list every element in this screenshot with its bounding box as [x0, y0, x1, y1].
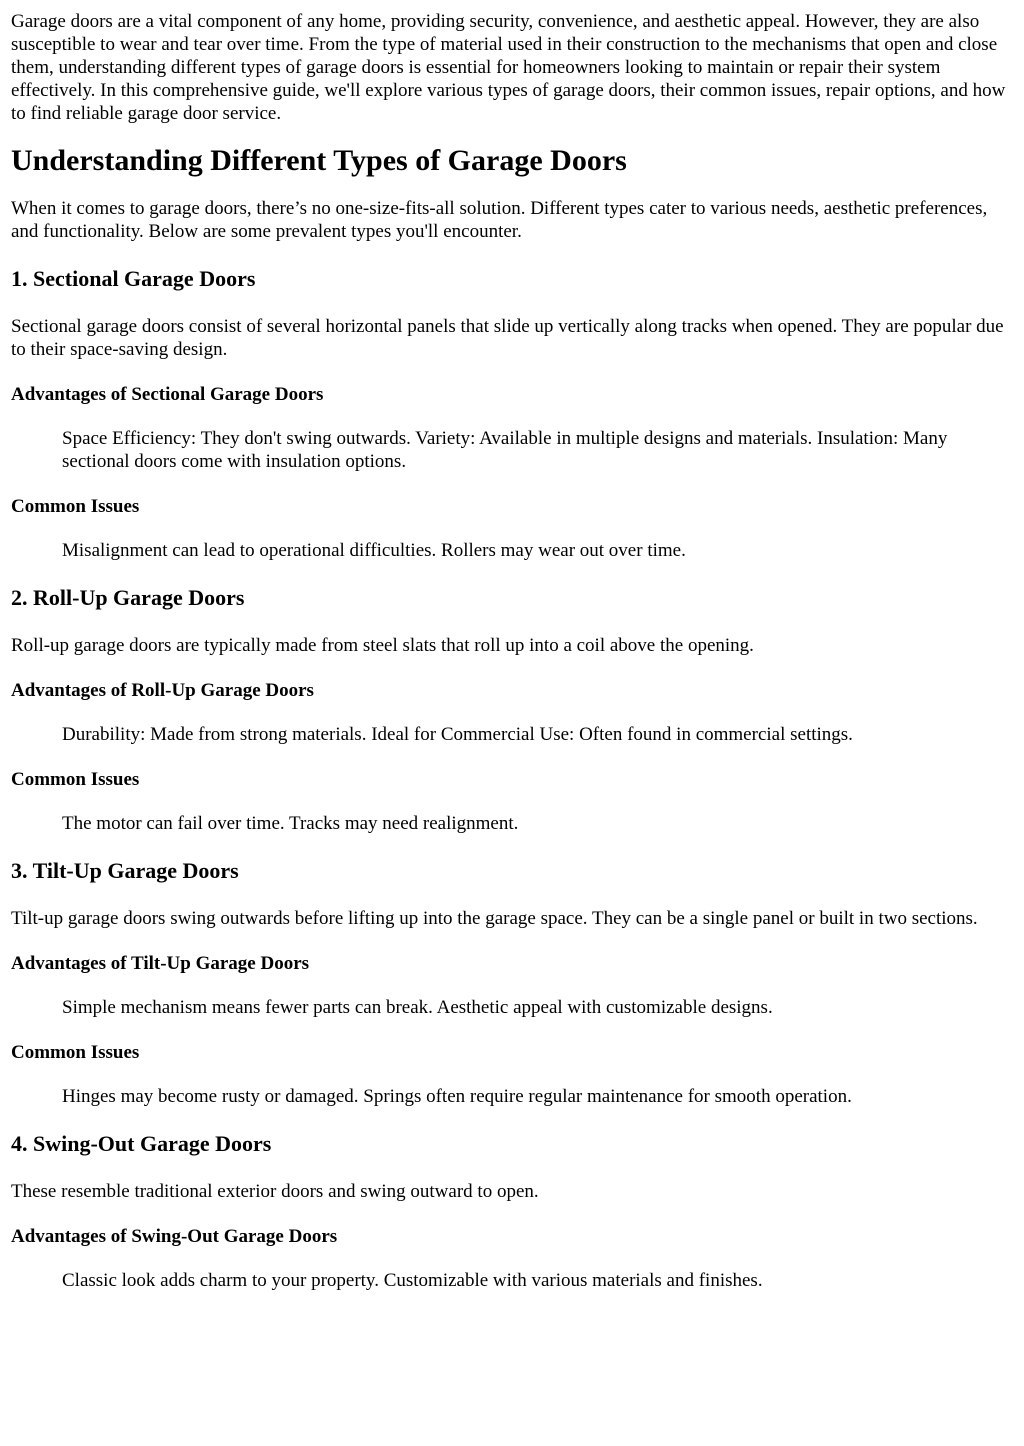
advantages-list: Durability: Made from strong materials. Ideal for Commercial Use: Often found in commercial settings.: [62, 724, 853, 745]
issues-heading: Common Issues: [11, 1042, 140, 1063]
section-roll-up: [11, 562, 1016, 835]
advantages-heading: Advantages of Tilt-Up Garage Doors: [11, 953, 310, 974]
issues-heading: Common Issues: [11, 769, 140, 790]
issues-list: Hinges may become rusty or damaged. Springs often require regular maintenance for smooth operation.: [62, 1086, 852, 1107]
advantages-heading: Advantages of Roll-Up Garage Doors: [11, 680, 314, 701]
section-description: Roll-up garage doors are typically made from steel slats that roll up into a coil above the opening.: [11, 635, 754, 656]
section-description: These resemble traditional exterior doors and swing outward to open.: [11, 1181, 539, 1202]
advantages-list: Simple mechanism means fewer parts can break. Aesthetic appeal with customizable designs.: [62, 997, 773, 1018]
section-heading: 3. Tilt-Up Garage Doors: [11, 858, 239, 883]
issues-list: Misalignment can lead to operational difficulties. Rollers may wear out over time.: [62, 540, 686, 561]
main-heading: Understanding Different Types of Garage Doors: [11, 144, 627, 177]
section-description: Tilt-up garage doors swing outwards before lifting up into the garage space. They can be a single panel or built in two sections.: [11, 908, 978, 929]
section-tilt-up: [11, 835, 1016, 1108]
main-paragraph: When it comes to garage doors, there’s no one-size-fits-all solution. Different types cater to various needs, aesthetic preferences, and functionality. Below are some prevalent types you'll encounter.: [11, 198, 988, 242]
advantages-heading: Advantages of Sectional Garage Doors: [11, 384, 324, 405]
section-heading: 2. Roll-Up Garage Doors: [11, 585, 245, 610]
section-sectional: [11, 243, 1016, 562]
section-description: Sectional garage doors consist of several horizontal panels that slide up vertically along tracks when opened. They are popular due to their space-saving design.: [11, 316, 1004, 360]
section-heading: 1. Sectional Garage Doors: [11, 266, 256, 291]
section-heading: 4. Swing-Out Garage Doors: [11, 1131, 272, 1156]
advantages-heading: Advantages of Swing-Out Garage Doors: [11, 1226, 338, 1247]
section-swing-out: [11, 1108, 1016, 1292]
advantages-list: Classic look adds charm to your property. Customizable with various materials and finishes.: [62, 1270, 763, 1291]
issues-list: The motor can fail over time. Tracks may need realignment.: [62, 813, 519, 834]
advantages-list: Space Efficiency: They don't swing outwards. Variety: Available in multiple designs and materials. Insulation: Many sectional doors come with insulation options.: [62, 428, 948, 472]
intro-paragraph: Garage doors are a vital component of any home, providing security, convenience, and aesthetic appeal. However, they are also susceptible to wear and tear over time. From the type of material used in their construction to the mechanisms that open and close them, understanding different types of garage doors is essential for homeowners looking to maintain or repair their system effectively. In this comprehensive guide, we'll explore various types of garage doors, their common issues, repair options, and how to find reliable garage door service.: [11, 11, 1006, 124]
issues-heading: Common Issues: [11, 496, 140, 517]
